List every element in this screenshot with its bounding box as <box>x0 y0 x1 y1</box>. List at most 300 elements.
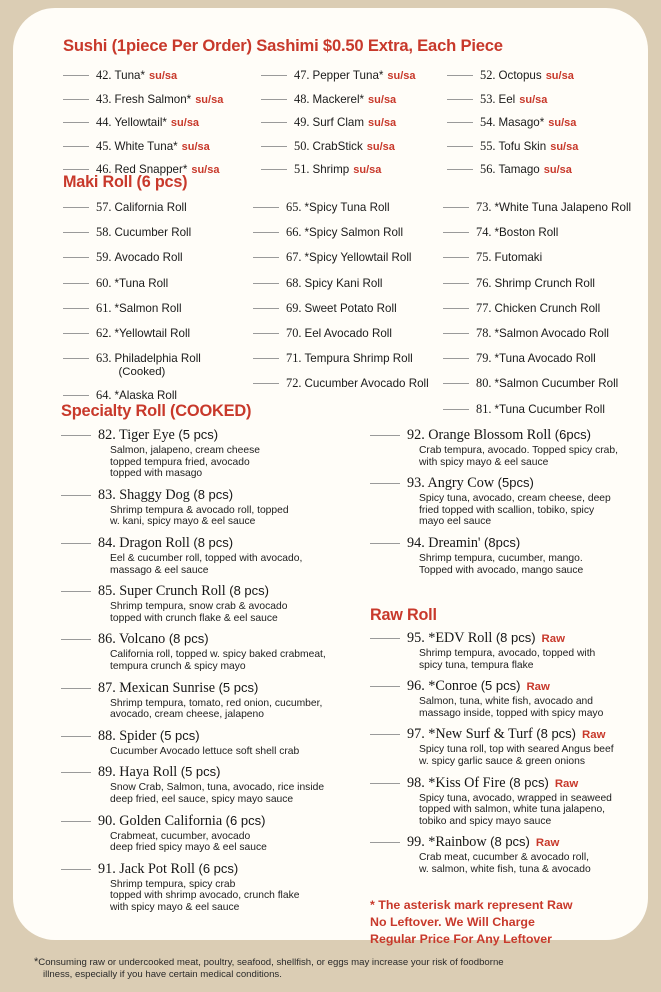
order-blank[interactable] <box>443 333 469 334</box>
order-blank[interactable] <box>63 75 89 76</box>
item-name: 96. *Conroe (5 pcs) <box>407 678 521 695</box>
order-blank[interactable] <box>447 99 473 100</box>
description-line: Cucumber Avocado lettuce soft shell crab <box>110 745 300 757</box>
menu-item[interactable] <box>443 351 631 366</box>
raw-tag: Raw <box>541 633 565 645</box>
description-line: avocado, cream cheese, jalapeno <box>110 709 264 721</box>
description-line: Spicy tuna, avocado, cream cheese, deep <box>419 493 611 505</box>
order-blank[interactable] <box>253 358 279 359</box>
order-blank[interactable] <box>63 395 89 396</box>
order-blank[interactable] <box>63 169 89 170</box>
item-number: 71. <box>286 351 302 366</box>
order-blank[interactable] <box>370 734 400 735</box>
sushi-column-3 <box>447 68 578 186</box>
description-line: Topped with avocado, mango sauce <box>419 564 584 576</box>
item-number: 76. <box>476 275 492 290</box>
item-number: 49. <box>294 115 310 130</box>
description-line: with spicy mayo & eel sauce <box>419 456 549 468</box>
order-blank[interactable] <box>447 146 473 147</box>
menu-item[interactable] <box>253 376 429 391</box>
description-line: tempura crunch & spicy mayo <box>110 660 246 672</box>
item-name: CrabStick <box>312 139 363 153</box>
description-line: tobiko and spicy mayo sauce <box>419 815 552 827</box>
item-name: Octopus <box>498 69 542 82</box>
item-name: California Roll <box>114 201 187 214</box>
raw-tag: Raw <box>535 837 560 850</box>
item-name: *White Tuna Jalapeno Roll <box>494 201 632 214</box>
order-blank[interactable] <box>447 75 473 76</box>
item-name: 83. Shaggy Dog (8 pcs) <box>98 486 234 503</box>
item-number: 75. <box>476 250 492 265</box>
menu-item[interactable] <box>61 487 361 528</box>
item-name: Tuna* <box>114 69 146 82</box>
order-blank[interactable] <box>61 591 91 592</box>
order-blank[interactable] <box>443 283 469 284</box>
description-line: Shrimp tempura, tomato, red onion, cucumber, <box>110 697 323 709</box>
order-blank[interactable] <box>443 232 469 233</box>
order-blank[interactable] <box>61 736 91 737</box>
order-blank[interactable] <box>61 639 91 640</box>
menu-card <box>13 8 648 946</box>
order-blank[interactable] <box>370 686 400 687</box>
order-blank[interactable] <box>253 308 279 309</box>
item-piece-count: (8pcs) <box>484 534 521 550</box>
order-blank[interactable] <box>261 99 287 100</box>
order-blank[interactable] <box>253 207 279 208</box>
item-number: 44. <box>96 115 112 130</box>
item-name: 99. *Rainbow (8 pcs) <box>407 834 530 851</box>
item-subnote: (Cooked) <box>118 366 166 379</box>
description-line: Crab tempura, avocado. Topped spicy crab, <box>419 445 618 456</box>
order-blank[interactable] <box>370 435 400 436</box>
item-number: 61. <box>96 300 112 315</box>
menu-item[interactable] <box>370 678 660 719</box>
item-name: Eel <box>498 92 516 106</box>
item-name: Chicken Crunch Roll <box>494 301 601 315</box>
item-name: 92. Orange Blossom Roll (6pcs) <box>407 427 591 443</box>
order-blank[interactable] <box>63 122 89 123</box>
order-blank[interactable] <box>443 308 469 309</box>
menu-item[interactable] <box>261 162 416 177</box>
order-blank[interactable] <box>443 383 469 384</box>
item-name: 94. Dreamin' (8pcs) <box>407 534 521 551</box>
item-description <box>419 793 660 828</box>
health-disclaimer <box>34 957 644 980</box>
order-blank[interactable] <box>61 435 91 436</box>
menu-item[interactable] <box>370 630 660 671</box>
order-blank[interactable] <box>370 638 400 639</box>
description-line: Shrimp tempura, snow crab & avocado <box>110 601 288 613</box>
description-line: w. spicy garlic sauce & green onions <box>419 755 585 767</box>
menu-item[interactable] <box>370 726 660 767</box>
item-name: *Tuna Avocado Roll <box>494 352 596 366</box>
item-tag: su/sa <box>191 164 220 177</box>
menu-item[interactable] <box>61 813 361 854</box>
item-name: Spicy Kani Roll <box>304 276 383 290</box>
menu-item[interactable] <box>443 200 631 215</box>
order-blank[interactable] <box>253 232 279 233</box>
order-blank[interactable] <box>253 333 279 334</box>
item-description <box>110 553 361 576</box>
description-line: Shrimp tempura, spicy crab <box>110 878 236 890</box>
order-blank[interactable] <box>443 207 469 208</box>
disclaimer-asterisk: * <box>34 956 39 968</box>
item-name: Tempura Shrimp Roll <box>304 352 413 366</box>
item-description <box>110 782 361 805</box>
item-number: 52. <box>480 68 496 82</box>
menu-item[interactable] <box>443 402 631 417</box>
item-number: 73. <box>476 200 492 214</box>
order-blank[interactable] <box>447 122 473 123</box>
item-name: Pepper Tuna* <box>312 69 384 82</box>
menu-item[interactable] <box>443 376 631 391</box>
description-line: Crabmeat, cucumber, avocado <box>110 830 251 842</box>
order-blank[interactable] <box>370 483 400 484</box>
description-line: deep fried spicy mayo & eel sauce <box>110 842 267 854</box>
item-number: 77. <box>476 300 492 315</box>
item-number: 81. <box>476 401 492 416</box>
menu-item[interactable] <box>447 115 578 130</box>
order-blank[interactable] <box>61 772 91 773</box>
item-name: *Boston Roll <box>494 226 559 240</box>
specialty-column-right <box>370 427 660 583</box>
menu-item[interactable] <box>63 139 223 154</box>
menu-item[interactable] <box>447 139 578 154</box>
description-line: topped with crunch flake & eel sauce <box>110 612 278 624</box>
description-line: spicy tuna, tempura flake <box>419 659 534 671</box>
menu-item[interactable] <box>61 583 361 624</box>
item-tag: su/sa <box>387 70 416 82</box>
menu-item[interactable] <box>370 834 660 875</box>
order-blank[interactable] <box>443 257 469 258</box>
menu-item[interactable] <box>63 326 201 341</box>
item-name: *Spicy Yellowtail Roll <box>304 251 412 265</box>
item-number: 54. <box>480 115 496 130</box>
description-line: w. salmon, white fish, tuna & avocado <box>419 863 591 875</box>
item-piece-count: (5 pcs) <box>180 764 221 780</box>
item-name: *Alaska Roll <box>114 389 178 403</box>
item-number: 63. <box>96 351 112 366</box>
order-blank[interactable] <box>63 283 89 284</box>
order-blank[interactable] <box>253 283 279 284</box>
notice-line: * The asterisk mark represent Raw <box>370 898 573 912</box>
item-name: Avocado Roll <box>114 251 183 265</box>
item-piece-count: (5 pcs) <box>178 427 219 442</box>
order-blank[interactable] <box>63 257 89 258</box>
menu-item[interactable] <box>63 200 201 215</box>
item-name: *Spicy Salmon Roll <box>304 226 404 240</box>
item-number: 42. <box>96 68 112 82</box>
item-tag: su/sa <box>181 140 210 153</box>
item-piece-count: (8 pcs) <box>193 486 234 502</box>
item-number: 60. <box>96 275 112 290</box>
item-number: 79. <box>476 351 492 366</box>
menu-item[interactable] <box>370 475 660 528</box>
item-name: Futomaki <box>494 251 543 265</box>
item-name: Sweet Potato Roll <box>304 301 397 315</box>
description-line: topped tempura fried, avocado <box>110 456 250 468</box>
menu-item[interactable] <box>253 326 429 341</box>
item-name: Tofu Skin <box>498 139 547 153</box>
menu-item[interactable] <box>63 351 201 366</box>
order-blank[interactable] <box>63 358 89 359</box>
description-line: topped with masago <box>110 468 203 480</box>
description-line: massago inside, topped with spicy mayo <box>419 707 604 719</box>
menu-item[interactable] <box>253 250 429 265</box>
raw-tag: Raw <box>526 681 550 694</box>
menu-item[interactable] <box>63 92 223 107</box>
item-description <box>419 648 660 671</box>
description-line: Crab meat, cucumber & avocado roll, <box>419 852 589 864</box>
item-description <box>419 744 660 767</box>
item-piece-count: (8 pcs) <box>509 774 549 790</box>
item-piece-count: (8 pcs) <box>536 726 577 742</box>
item-number: 62. <box>96 325 112 340</box>
section-heading-maki: Maki Roll (6 pcs) <box>63 173 188 191</box>
menu-item[interactable] <box>61 680 361 721</box>
item-description <box>419 852 660 875</box>
menu-item[interactable] <box>253 351 429 366</box>
maki-column-3 <box>443 200 631 427</box>
item-description <box>419 553 660 576</box>
item-description <box>110 698 361 721</box>
item-tag: su/sa <box>543 164 572 177</box>
item-number: 59. <box>96 250 112 265</box>
menu-item[interactable] <box>443 250 631 265</box>
item-piece-count: (8 pcs) <box>490 834 530 850</box>
menu-item[interactable] <box>61 728 361 758</box>
menu-item[interactable] <box>261 92 416 107</box>
item-name: Masago* <box>498 116 545 130</box>
order-blank[interactable] <box>253 383 279 384</box>
order-blank[interactable] <box>370 842 400 843</box>
maki-column-1 <box>63 200 201 414</box>
item-tag: su/sa <box>550 140 579 153</box>
disclaimer-line-1: Consuming raw or undercooked meat, poultry, seafood, shellfish, or eggs may increase your risk of foodborne <box>38 957 504 968</box>
menu-item[interactable] <box>253 200 429 215</box>
item-name: 90. Golden California (6 pcs) <box>98 812 266 829</box>
item-name: *Yellowtail Roll <box>114 326 191 340</box>
item-name: Eel Avocado Roll <box>304 326 392 340</box>
order-blank[interactable] <box>61 543 91 544</box>
item-name: *Spicy Tuna Roll <box>304 201 390 214</box>
menu-item[interactable] <box>443 301 631 316</box>
order-blank[interactable] <box>370 783 400 784</box>
menu-item[interactable] <box>63 301 201 316</box>
description-line: California roll, topped w. spicy baked crabmeat, <box>110 649 326 661</box>
order-blank[interactable] <box>63 308 89 309</box>
menu-item[interactable] <box>63 115 223 130</box>
order-blank[interactable] <box>253 257 279 258</box>
notice-line: Regular Price For Any Leftover <box>370 932 553 946</box>
order-blank[interactable] <box>63 146 89 147</box>
item-name: Shrimp Crunch Roll <box>494 276 596 290</box>
item-number: 68. <box>286 275 302 290</box>
disclaimer-line-2: illness, especially if you have certain medical conditions. <box>43 968 282 980</box>
section-heading-sushi: Sushi (1piece Per Order) Sashimi $0.50 Extra, Each Piece <box>63 36 503 55</box>
item-name: Cucumber Roll <box>114 226 192 240</box>
item-piece-count: (5 pcs) <box>480 678 521 694</box>
item-number: 55. <box>480 138 496 153</box>
order-blank[interactable] <box>61 821 91 822</box>
description-line: with spicy mayo & eel sauce <box>110 901 240 913</box>
item-number: 51. <box>294 162 310 177</box>
description-line: Shrimp tempura, cucumber, mango. <box>419 552 583 564</box>
raw-tag: Raw <box>554 777 579 790</box>
sushi-column-2 <box>261 68 416 186</box>
menu-item[interactable] <box>253 276 429 291</box>
menu-item[interactable] <box>61 427 361 480</box>
item-name: *Salmon Roll <box>114 301 182 315</box>
sushi-column-1 <box>63 68 223 186</box>
menu-item[interactable] <box>447 162 578 177</box>
item-name: Fresh Salmon* <box>114 92 192 106</box>
item-name: Cucumber Avocado Roll <box>304 377 429 391</box>
menu-item[interactable] <box>261 115 416 130</box>
item-number: 67. <box>286 250 302 265</box>
item-tag: su/sa <box>149 70 178 82</box>
menu-item[interactable] <box>370 427 660 468</box>
item-number: 64. <box>96 388 112 403</box>
item-description <box>419 445 660 468</box>
menu-item[interactable] <box>61 631 361 672</box>
item-name: 98. *Kiss Of Fire (8 pcs) <box>407 774 549 791</box>
item-name: 86. Volcano (8 pcs) <box>98 631 209 648</box>
item-name: *Salmon Avocado Roll <box>494 326 610 340</box>
menu-item[interactable] <box>253 301 429 316</box>
item-name: 89. Haya Roll (5 pcs) <box>98 764 221 781</box>
item-tag: su/sa <box>368 117 397 130</box>
item-name: 93. Angry Cow (5pcs) <box>407 475 534 492</box>
item-name: 95. *EDV Roll (8 pcs) <box>407 630 536 646</box>
item-number: 43. <box>96 91 112 106</box>
item-number: 45. <box>96 138 112 153</box>
menu-item[interactable] <box>63 68 223 83</box>
description-line: topped with salmon, white tuna jalapeno, <box>419 804 606 816</box>
item-number: 69. <box>286 300 302 315</box>
item-tag: su/sa <box>170 117 200 130</box>
menu-item[interactable] <box>61 535 361 576</box>
description-line: Spicy tuna roll, top with seared Angus beef <box>419 744 614 756</box>
item-name: *Tuna Cucumber Roll <box>494 402 605 416</box>
item-tag: su/sa <box>548 117 577 130</box>
item-number: 50. <box>294 138 310 153</box>
menu-item[interactable] <box>61 861 361 914</box>
item-description <box>110 879 361 914</box>
menu-item[interactable] <box>61 764 361 805</box>
item-number: 70. <box>286 325 302 340</box>
item-number: 78. <box>476 325 492 340</box>
item-name: 91. Jack Pot Roll (6 pcs) <box>98 860 239 877</box>
item-piece-count: (6 pcs) <box>225 812 266 828</box>
menu-item[interactable] <box>443 276 631 291</box>
order-blank[interactable] <box>443 409 469 410</box>
item-name: *Salmon Cucumber Roll <box>494 377 619 391</box>
description-line: Salmon, tuna, white fish, avocado and <box>419 696 594 708</box>
order-blank[interactable] <box>63 207 89 208</box>
raw-roll-list <box>370 630 660 883</box>
item-description <box>110 445 361 480</box>
notice-line: No Leftover. We Will Charge <box>370 915 535 929</box>
order-blank[interactable] <box>63 333 89 334</box>
item-description <box>110 831 361 854</box>
order-blank[interactable] <box>261 122 287 123</box>
order-blank[interactable] <box>63 232 89 233</box>
order-blank[interactable] <box>447 169 473 170</box>
item-number: 80. <box>476 376 492 391</box>
item-name: Tamago <box>498 163 540 177</box>
item-number: 56. <box>480 162 496 177</box>
menu-item[interactable] <box>63 225 201 240</box>
menu-item[interactable] <box>447 92 578 107</box>
item-description <box>110 746 361 758</box>
menu-item[interactable] <box>370 535 660 576</box>
item-tag: su/sa <box>545 70 574 82</box>
description-line: massago & eel sauce <box>110 564 209 576</box>
maki-column-2 <box>253 200 429 402</box>
item-number: 74. <box>476 225 492 240</box>
item-name: Philadelphia Roll <box>114 352 201 366</box>
item-piece-count: (8 pcs) <box>193 534 234 550</box>
description-line: Eel & cucumber roll, topped with avocado, <box>110 552 303 564</box>
menu-item[interactable] <box>370 775 660 828</box>
menu-item[interactable] <box>447 68 578 83</box>
item-piece-count: (8 pcs) <box>168 631 209 647</box>
item-piece-count: (5 pcs) <box>218 679 259 695</box>
description-line: Spicy tuna, avocado, wrapped in seaweed <box>419 792 612 804</box>
item-number: 58. <box>96 225 112 240</box>
description-line: deep fried, eel sauce, spicy mayo sauce <box>110 793 294 805</box>
order-blank[interactable] <box>443 358 469 359</box>
item-description <box>419 493 660 528</box>
order-blank[interactable] <box>63 99 89 100</box>
order-blank[interactable] <box>261 75 287 76</box>
description-line: fried topped with scallion, tobiko, spicy <box>419 504 595 516</box>
order-blank[interactable] <box>261 146 287 147</box>
item-name: 82. Tiger Eye (5 pcs) <box>98 427 219 443</box>
order-blank[interactable] <box>261 169 287 170</box>
item-piece-count: (8 pcs) <box>229 583 269 599</box>
menu-item[interactable] <box>443 326 631 341</box>
item-number: 57. <box>96 200 112 214</box>
item-name: Red Snapper* <box>114 163 188 177</box>
order-blank[interactable] <box>370 543 400 544</box>
item-number: 47. <box>294 68 310 82</box>
order-blank[interactable] <box>61 495 91 496</box>
menu-item[interactable] <box>63 250 201 265</box>
item-tag: su/sa <box>519 93 548 106</box>
item-description <box>419 696 660 719</box>
specialty-column-left <box>61 427 361 920</box>
section-heading-raw: Raw Roll <box>370 606 437 624</box>
order-blank[interactable] <box>61 688 91 689</box>
item-number: 65. <box>286 200 302 214</box>
item-number: 53. <box>480 91 496 106</box>
item-tag: su/sa <box>368 93 397 106</box>
menu-item[interactable] <box>63 276 201 291</box>
order-blank[interactable] <box>61 869 91 870</box>
item-name: Surf Clam <box>312 116 365 130</box>
item-name: 84. Dragon Roll (8 pcs) <box>98 534 234 551</box>
item-piece-count: (5pcs) <box>497 475 534 491</box>
menu-item[interactable] <box>253 225 429 240</box>
menu-item[interactable] <box>443 225 631 240</box>
menu-item[interactable] <box>261 139 416 154</box>
menu-item[interactable] <box>261 68 416 83</box>
item-name: *Tuna Roll <box>114 276 169 290</box>
item-number: 72. <box>286 376 302 391</box>
item-tag: su/sa <box>195 93 224 106</box>
